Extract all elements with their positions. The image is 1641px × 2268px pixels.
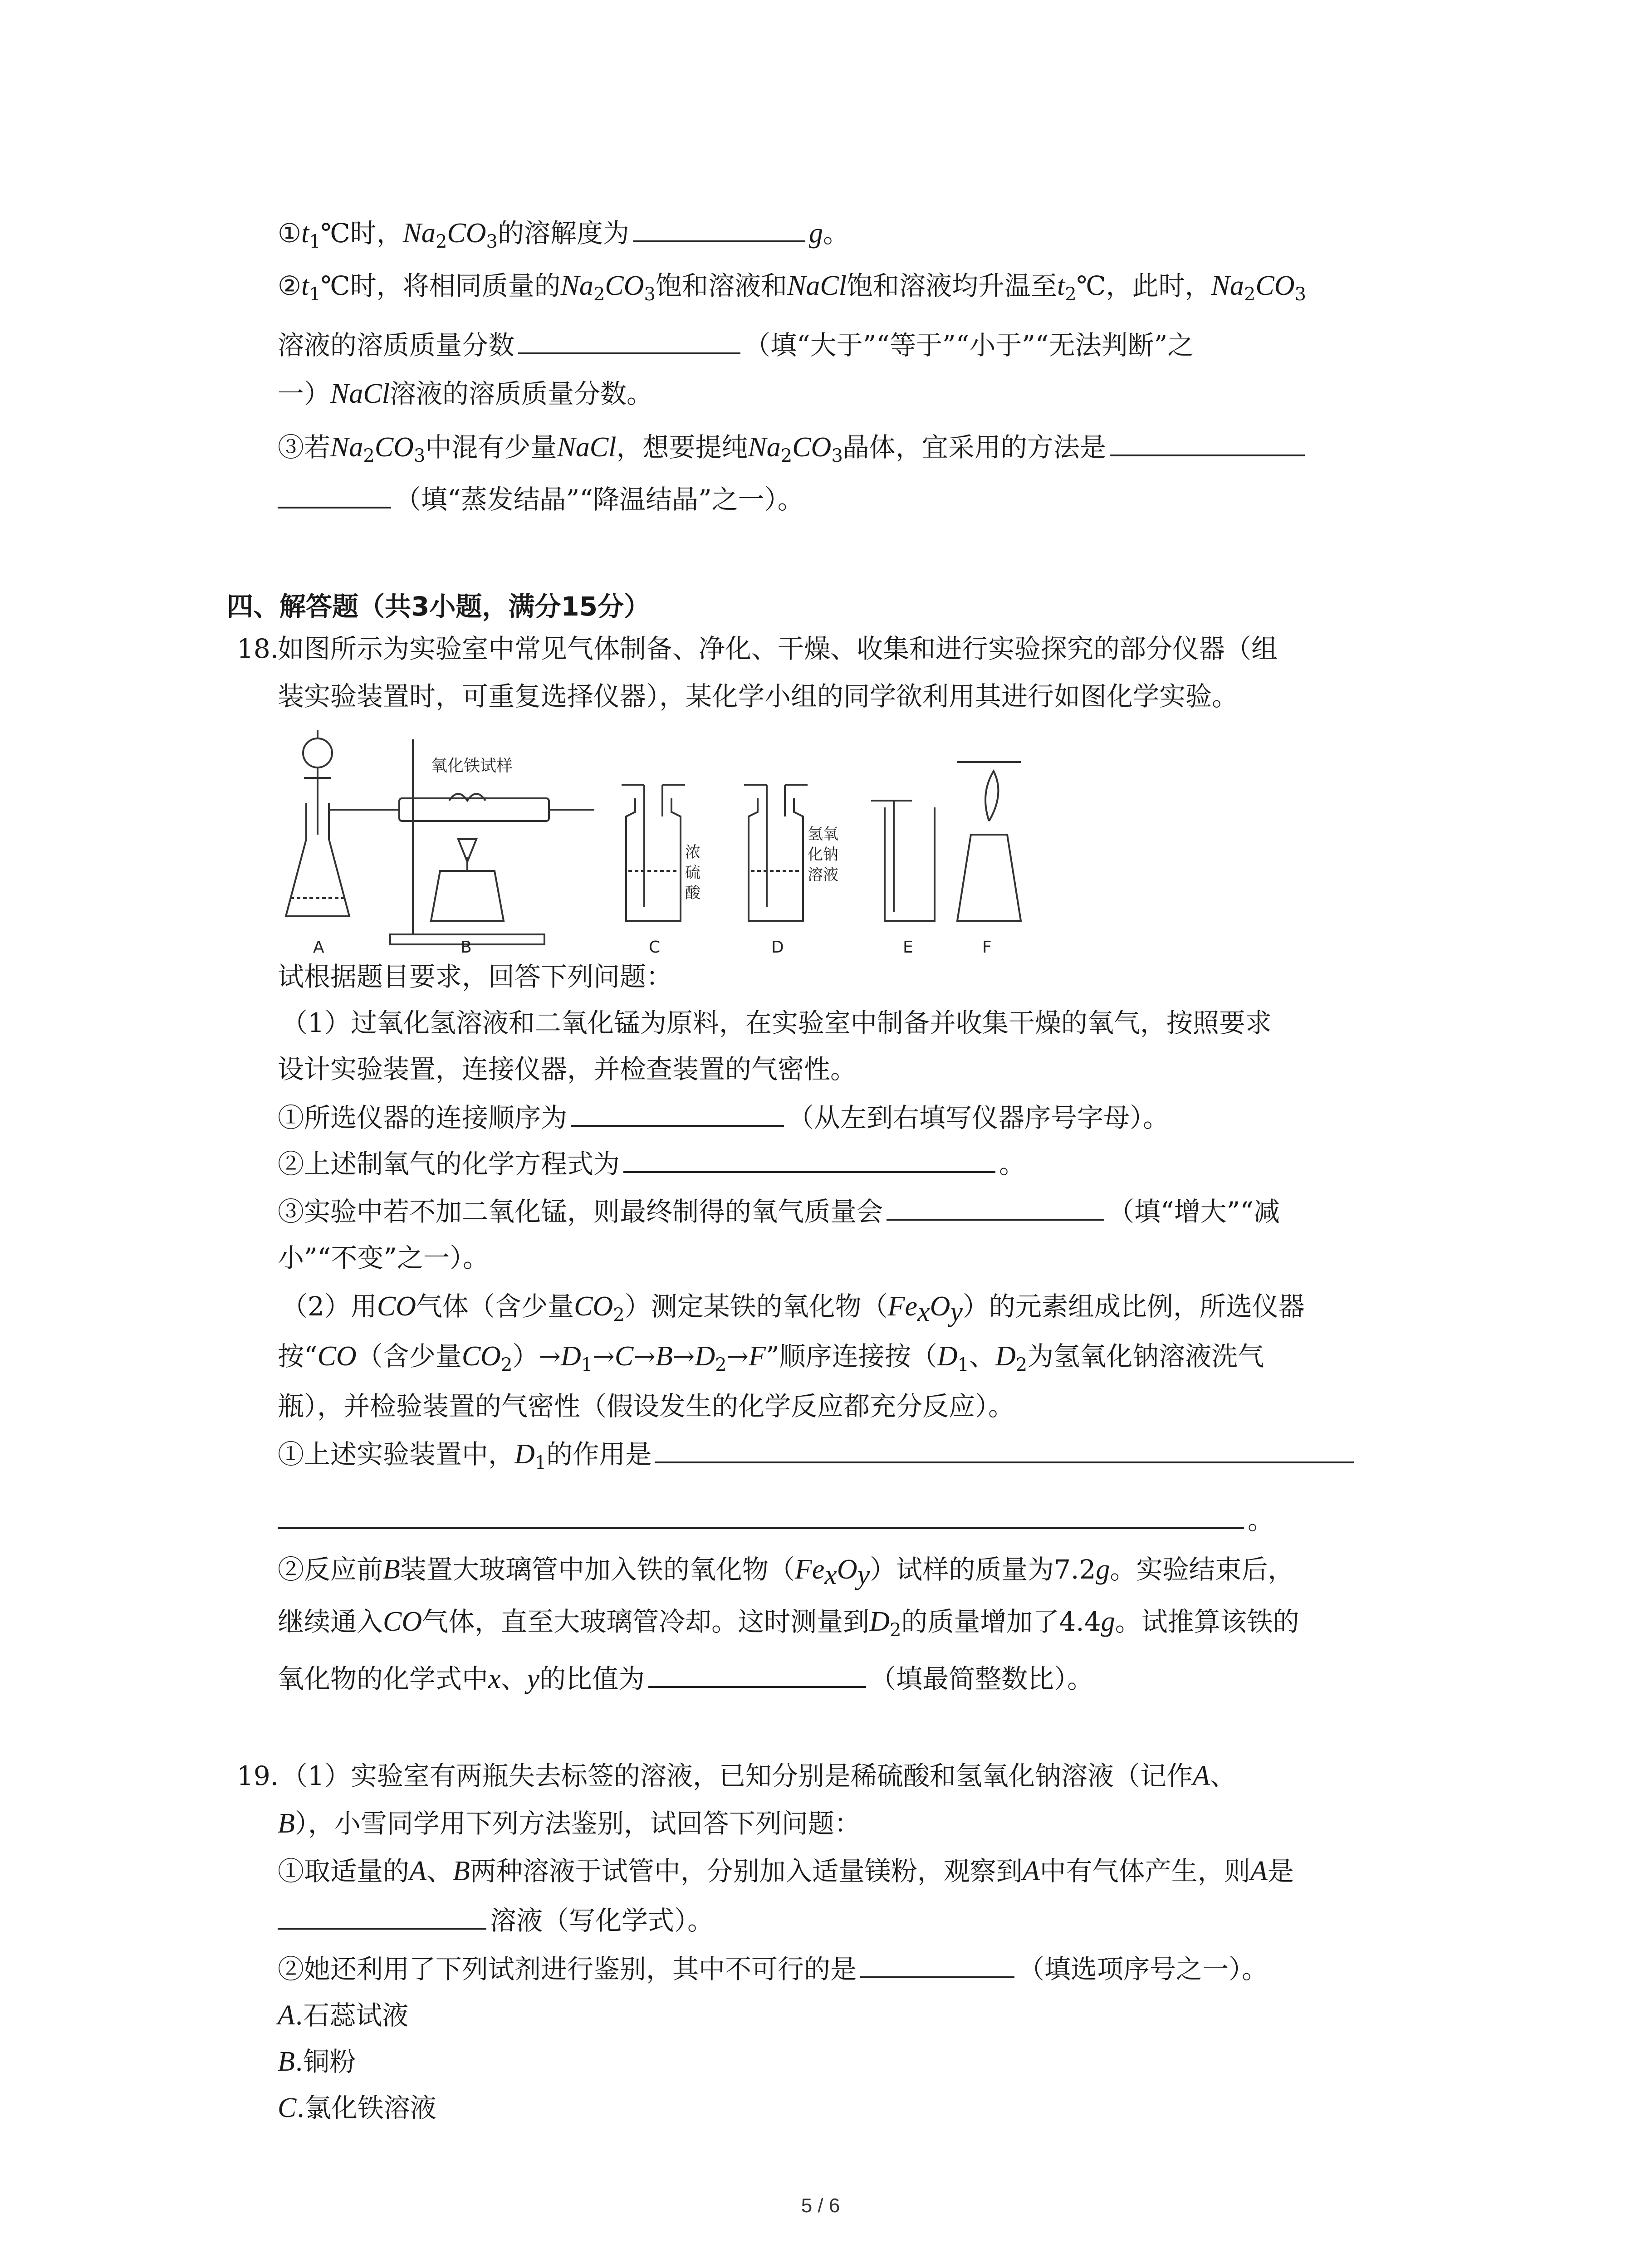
q18-part2-g: 继续通入CO气体，直至大玻璃管冷却。这时测量到$D_2$的质量增加了4.4g。试推算该铁的 bbox=[278, 1606, 1299, 1641]
answer-blank[interactable] bbox=[571, 1101, 784, 1127]
answer-blank[interactable] bbox=[887, 1195, 1104, 1221]
label-c-2: 硫 bbox=[685, 864, 700, 882]
q17-line-3: 溶液的溶质质量分数 （填“大于”“等于”“小于”“无法判断”之 bbox=[278, 330, 1194, 361]
q18-number: 18. bbox=[237, 633, 279, 664]
q19-option-b: B.铜粉 bbox=[278, 2046, 356, 2077]
q19-option-c: C.氯化铁溶液 bbox=[278, 2092, 436, 2123]
q18-part1-e: ③实验中若不加二氧化锰，则最终制得的氧气质量会 （填“增大”“减 bbox=[278, 1196, 1280, 1227]
q18-part1-b: 设计实验装置，连接仪器，并检查装置的气密性。 bbox=[278, 1054, 857, 1085]
label-d-3: 溶液 bbox=[808, 866, 838, 884]
letter-b: B bbox=[460, 938, 472, 957]
q17-line-2: $②t_1℃$时，将相同质量的$Na_2CO_3$饱和溶液和NaCl饱和溶液均升温至$t_2℃$，此时，$Na_2CO_3$ bbox=[278, 270, 1306, 305]
q19-line-3: ①取适量的A、B两种溶液于试管中，分别加入适量镁粉，观察到A中有气体产生，则A是 bbox=[278, 1856, 1294, 1887]
apparatus-d bbox=[744, 785, 808, 921]
apparatus-a bbox=[286, 730, 367, 916]
letter-a: A bbox=[313, 938, 324, 957]
sample-label: 氧化铁试样 bbox=[431, 757, 513, 775]
label-d-1: 氢氧 bbox=[808, 825, 838, 843]
letter-f: F bbox=[982, 938, 992, 957]
label-c-1: 浓 bbox=[685, 843, 700, 861]
page-number: 5 / 6 bbox=[801, 2195, 840, 2217]
letter-d: D bbox=[771, 938, 784, 957]
q18-part1-d: ②上述制氧气的化学方程式为 。 bbox=[278, 1149, 1026, 1179]
apparatus-c bbox=[622, 785, 685, 921]
q18-part2-b: 按“CO（含少量$CO_2)\to D_1\to C\to B\to D_2\to F$”顺序连接按（$D_1$、$D_2$为氢氧化钠溶液洗气 bbox=[278, 1341, 1264, 1375]
label-c-3: 酸 bbox=[685, 884, 700, 902]
apparatus-f bbox=[957, 762, 1021, 921]
q18-part2-d: ①上述实验装置中，$D_1$的作用是 bbox=[278, 1438, 1357, 1479]
label-d-2: 化钠 bbox=[808, 846, 838, 864]
section-heading: 四、解答题（共3小题，满分15分） bbox=[227, 591, 651, 622]
q19-line-5: ②她还利用了下列试剂进行鉴别，其中不可行的是 （填选项序号之一）。 bbox=[278, 1954, 1269, 1984]
answer-blank[interactable] bbox=[518, 329, 740, 354]
q18-part2-c: 瓶），并检验装置的气密性（假设发生的化学反应都充分反应）。 bbox=[278, 1391, 1015, 1422]
q19-line-1: （1）实验室有两瓶失去标签的溶液，已知分别是稀硫酸和氢氧化钠溶液（记作A、 bbox=[281, 1760, 1236, 1791]
apparatus-e bbox=[871, 801, 935, 921]
q17-line-6: （填“蒸发结晶”“降温结晶”之一）。 bbox=[278, 483, 804, 515]
q18-part1-f: 小”“不变”之一）。 bbox=[278, 1242, 489, 1273]
q18-part2-e: 。 bbox=[278, 1504, 1274, 1536]
q19-line-4: 溶液（写化学式）。 bbox=[278, 1904, 714, 1936]
q19-line-2: B），小雪同学用下列方法鉴别，试回答下列问题： bbox=[278, 1808, 861, 1839]
q17-line-1: $①t_1℃$时，$Na_2CO_3$的溶解度为 g。 bbox=[278, 218, 850, 252]
letter-c: C bbox=[649, 938, 661, 957]
answer-blank[interactable] bbox=[1110, 431, 1305, 456]
q18-part1-c: ①所选仪器的连接顺序为 （从左到右填写仪器序号字母）。 bbox=[278, 1102, 1170, 1133]
answer-blank[interactable] bbox=[655, 1438, 1354, 1463]
q17-line-5: ③若$Na_2CO_3$中混有少量NaCl，想要提纯$Na_2CO_3$晶体，宜采用的方法是 bbox=[278, 431, 1308, 472]
q18-part2-a: （2）用CO气体（含少量$CO_2$）测定某铁的氧化物$(Fe_xO_y)$的元素组成比例，所选仪器 bbox=[281, 1291, 1305, 1327]
answer-blank[interactable] bbox=[648, 1662, 866, 1688]
apparatus-figure bbox=[277, 721, 1025, 962]
answer-blank[interactable] bbox=[278, 483, 391, 508]
answer-blank[interactable] bbox=[623, 1148, 995, 1173]
q18-intro-1: 如图所示为实验室中常见气体制备、净化、干燥、收集和进行实验探究的部分仪器（组 bbox=[278, 633, 1278, 664]
q18-intro-2: 装实验装置时，可重复选择仪器），某化学小组的同学欲利用其进行如图化学实验。 bbox=[278, 681, 1239, 712]
letter-e: E bbox=[903, 938, 913, 957]
q19-option-a: A.石蕊试液 bbox=[278, 2000, 409, 2031]
q18-ask: 试根据题目要求，回答下列问题： bbox=[278, 961, 673, 992]
answer-blank[interactable] bbox=[633, 217, 805, 242]
q18-part1-a: （1）过氧化氢溶液和二氧化锰为原料，在实验室中制备并收集干燥的氧气，按照要求 bbox=[281, 1007, 1272, 1038]
q19-number: 19. bbox=[237, 1760, 279, 1791]
q17-line-4: 一）NaCl溶液的溶质质量分数。 bbox=[278, 378, 653, 409]
answer-blank[interactable] bbox=[278, 1904, 486, 1930]
answer-blank[interactable] bbox=[860, 1953, 1014, 1978]
q18-part2-h: 氧化物的化学式中x、y的比值为 （填最简整数比）。 bbox=[278, 1663, 1094, 1694]
q18-part2-f: ②反应前B装置大玻璃管中加入铁的氧化物$(Fe_xO_y)$试样的质量为7.2g。实验结束后， bbox=[278, 1554, 1294, 1590]
answer-blank[interactable] bbox=[278, 1504, 1244, 1529]
